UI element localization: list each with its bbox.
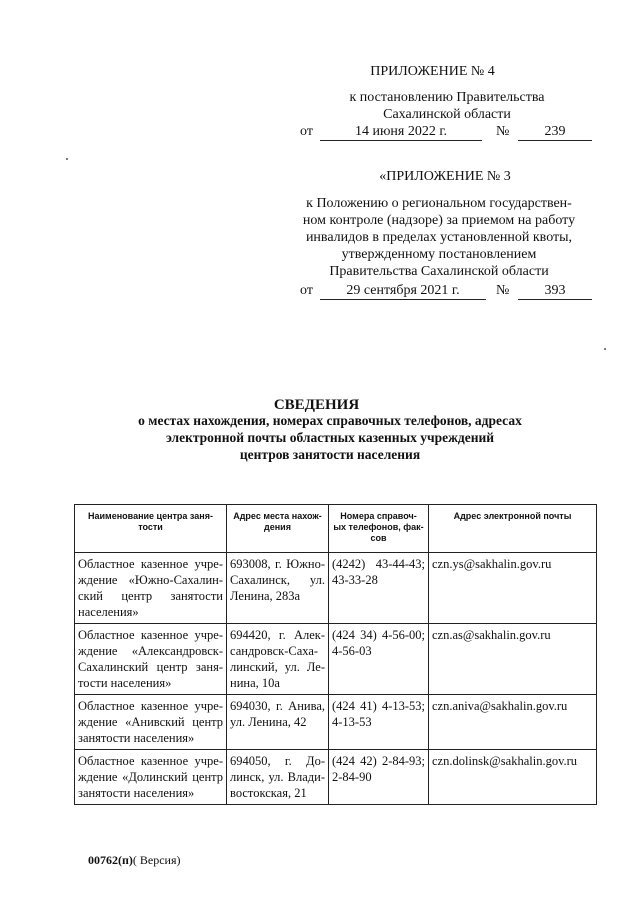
scan-speck xyxy=(66,158,68,160)
column-header-name: Наименование центра заня- тости xyxy=(75,505,227,553)
center-phones: (4242) 43-44-43; 43-33-28 xyxy=(329,553,429,624)
inner-number: 393 xyxy=(518,282,592,300)
column-header-email: Адрес электронной почты xyxy=(429,505,597,553)
center-address: 694030, г. Анива, ул. Ленина, 42 xyxy=(227,695,329,750)
table-row xyxy=(75,624,597,695)
center-phones: (424 41) 4-13-53; 4-13-53 xyxy=(329,695,429,750)
heading-line-3: центров занятости населения xyxy=(239,447,421,462)
resolution-number: 239 xyxy=(518,123,592,141)
from-label: от xyxy=(300,124,313,139)
center-name: Областное казенное учре-ждение «Александровск-Сахалинский центр заня-тости населения» xyxy=(75,624,227,695)
document-code xyxy=(88,853,181,868)
inner-number-label: № xyxy=(496,283,510,298)
region-line: Сахалинской области xyxy=(383,107,511,122)
table-row xyxy=(75,750,597,805)
resolution-line: к постановлению Правительства xyxy=(349,90,545,105)
scan-speck xyxy=(604,348,606,350)
version-label: ( Версия) xyxy=(132,853,181,867)
appendix-title: ПРИЛОЖЕНИЕ № 4 xyxy=(370,64,495,79)
column-header-address: Адрес места нахож- дения xyxy=(227,505,329,553)
center-address: 694420, г. Алек-сандровск-Саха-линский, ул. Ле-нина, 10а xyxy=(227,624,329,695)
center-address: 693008, г. Южно-Сахалинск, ул. Ленина, 283а xyxy=(227,553,329,624)
document-heading: СВЕДЕНИЯ xyxy=(273,397,360,413)
center-phones: (424 34) 4-56-00; 4-56-03 xyxy=(329,624,429,695)
column-header-phones: Номера справоч- ых телефонов, фак- сов xyxy=(329,505,429,553)
heading-line-2: электронной почты областных казенных учреждений xyxy=(165,430,495,445)
inner-date: 29 сентября 2021 г. xyxy=(320,282,486,300)
center-email: czn.aniva@sakhalin.gov.ru xyxy=(429,695,597,750)
form-code: 00762(п) xyxy=(88,853,133,867)
center-name: Областное казенное учре-ждение «Долинский центр занятости населения» xyxy=(75,750,227,805)
table-row xyxy=(75,553,597,624)
inner-appendix-line-5: Правительства Сахалинской области xyxy=(329,264,549,279)
table-header-row xyxy=(75,505,597,553)
center-email: czn.dolinsk@sakhalin.gov.ru xyxy=(429,750,597,805)
inner-from-label: от xyxy=(300,283,313,298)
heading-line-1: о местах нахождения, номерах справочных телефонов, адресах xyxy=(138,413,522,428)
inner-appendix-line-1: к Положению о региональном государствен- xyxy=(306,196,572,211)
center-phones: (424 42) 2-84-93; 2-84-90 xyxy=(329,750,429,805)
center-name: Областное казенное учре-ждение «Анивский центр занятости населения» xyxy=(75,695,227,750)
inner-appendix-title: «ПРИЛОЖЕНИЕ № 3 xyxy=(379,169,511,184)
center-address: 694050, г. До-линск, ул. Влади-востокская, 21 xyxy=(227,750,329,805)
number-label: № xyxy=(496,124,510,139)
inner-appendix-line-3: инвалидов в пределах установленной квоты, xyxy=(305,230,573,245)
table-row xyxy=(75,695,597,750)
inner-appendix-line-2: ном контроле (надзоре) за приемом на работу xyxy=(302,213,576,228)
center-name: Областное казенное учре-ждение «Южно-Сахалин-ский центр занятости населения» xyxy=(75,553,227,624)
center-email: czn.as@sakhalin.gov.ru xyxy=(429,624,597,695)
inner-appendix-line-4: утвержденному постановлением xyxy=(341,247,537,262)
center-email: czn.ys@sakhalin.gov.ru xyxy=(429,553,597,624)
resolution-date: 14 июня 2022 г. xyxy=(320,123,482,141)
employment-centers-table xyxy=(74,504,597,805)
